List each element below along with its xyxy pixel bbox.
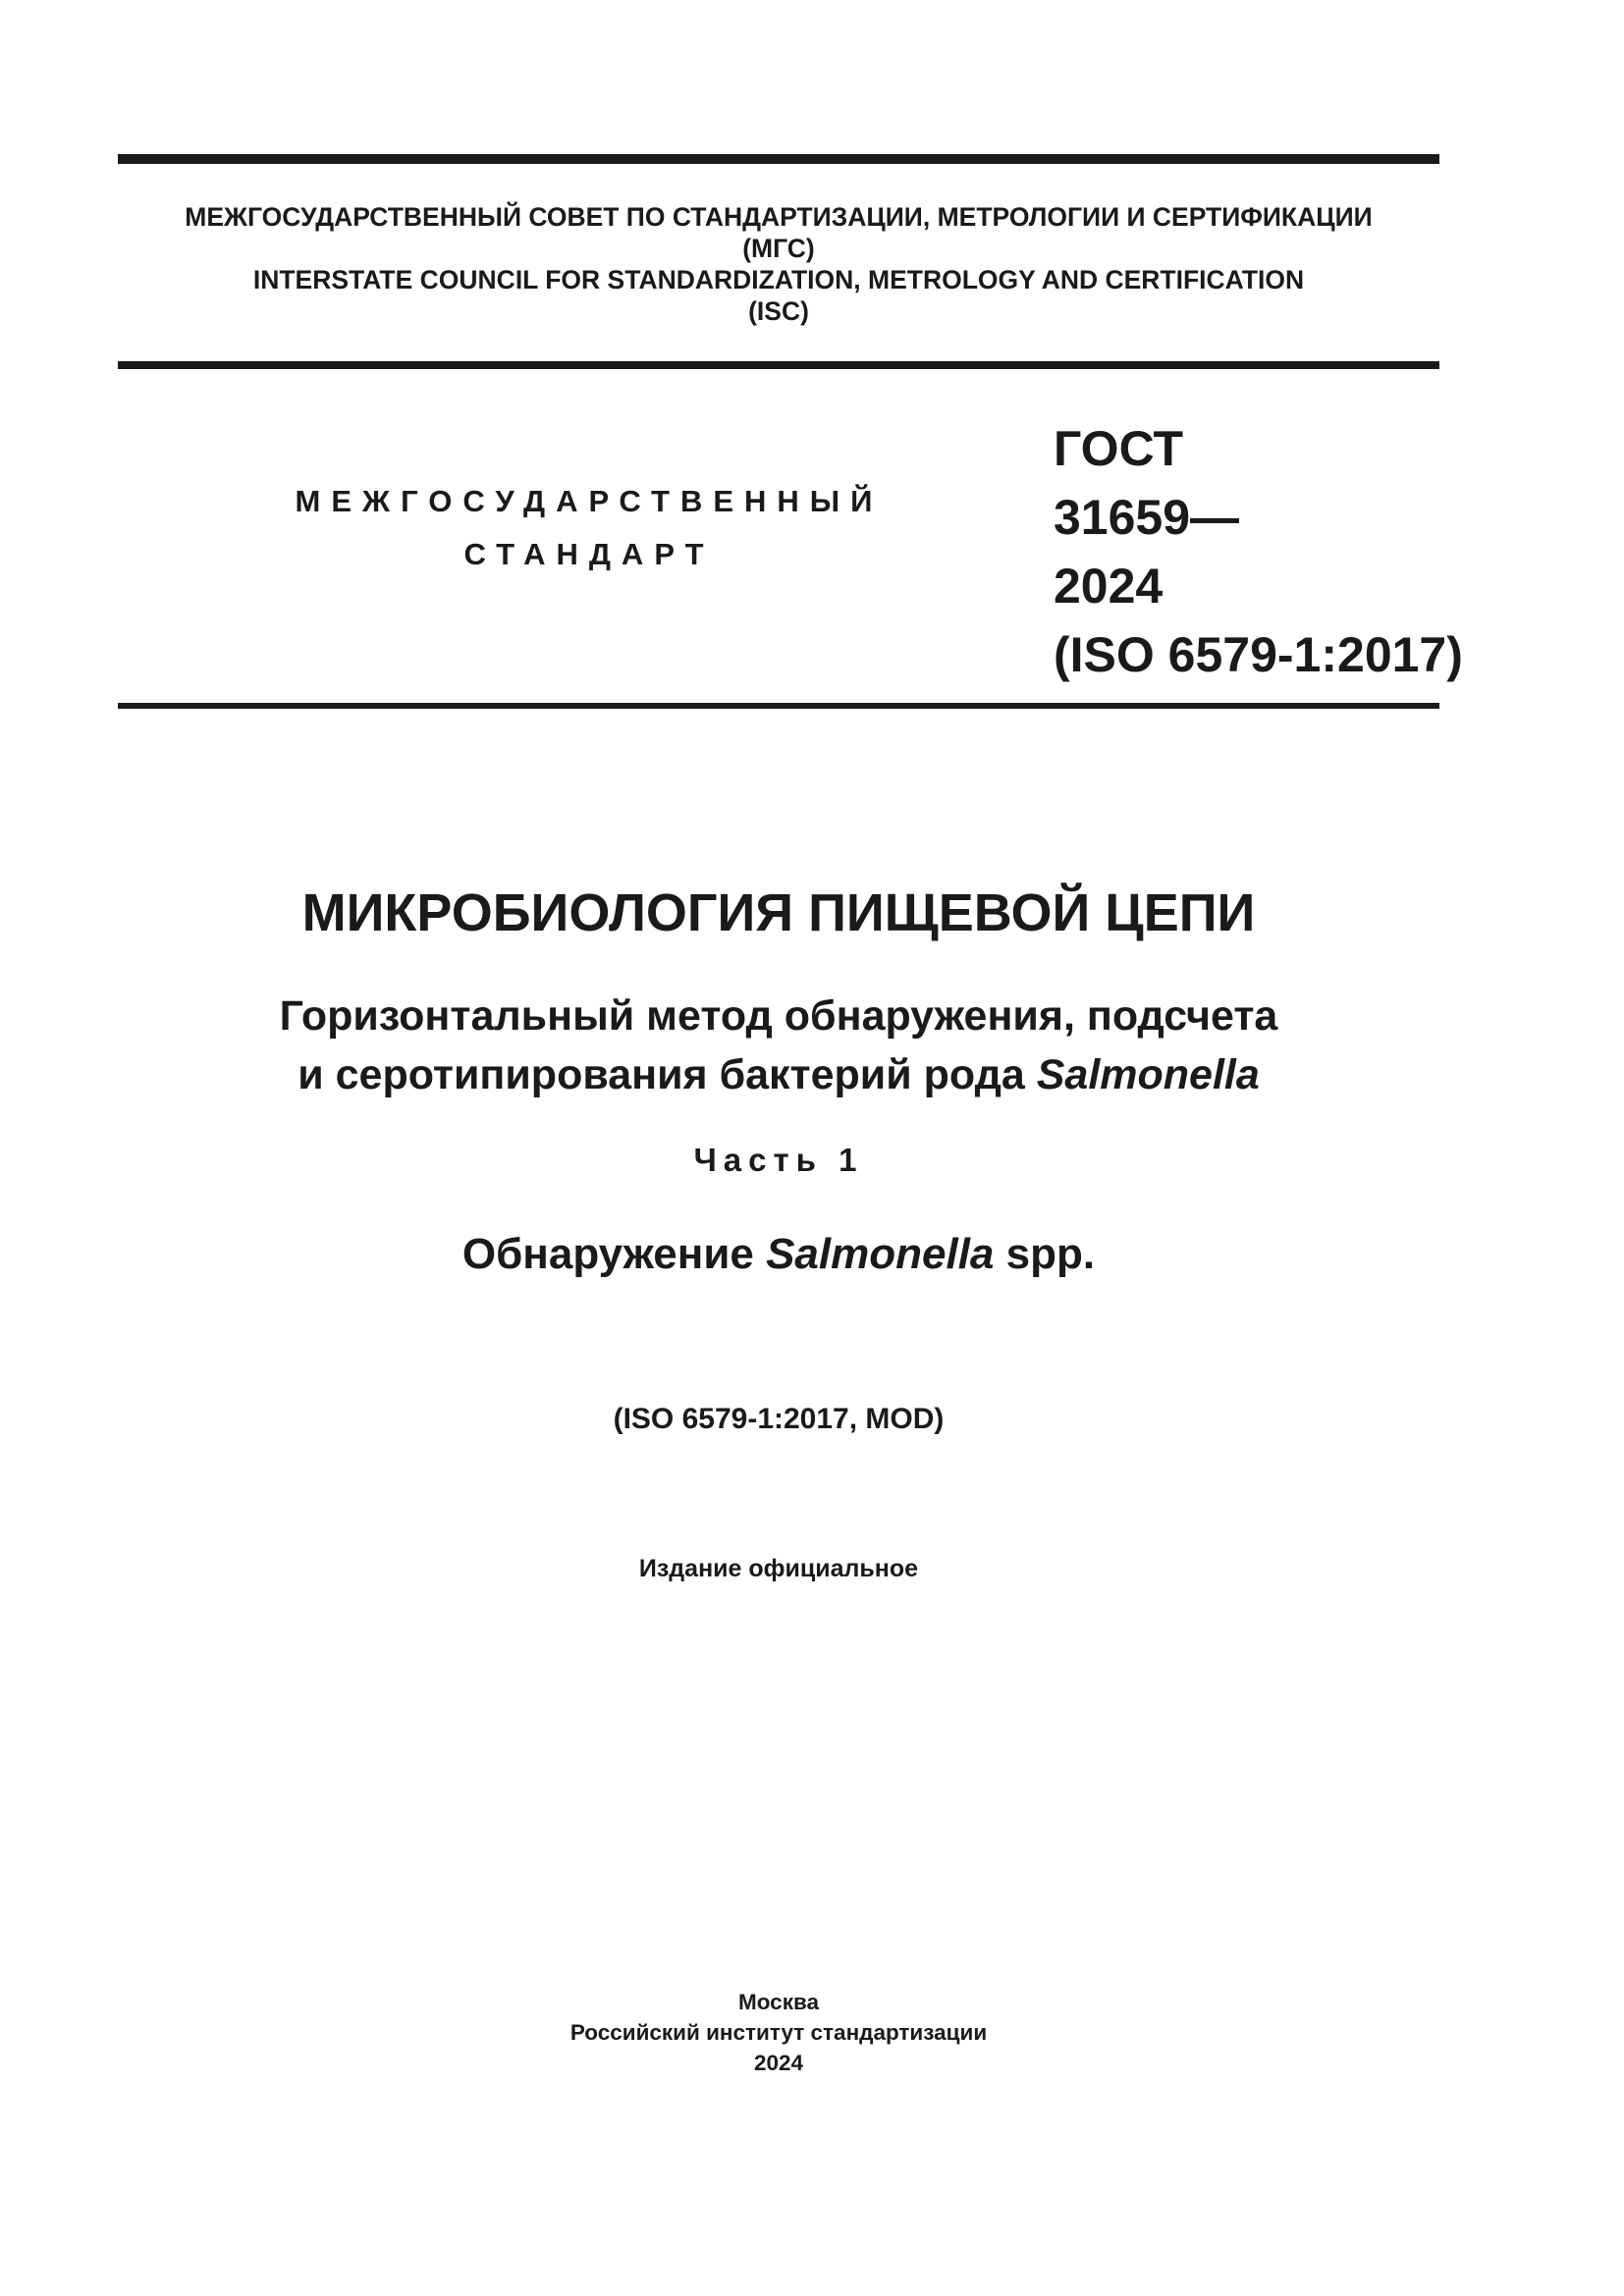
iso-reference: (ISO 6579-1:2017, MOD) — [613, 1403, 945, 1435]
gost-iso-equivalent: (ISO 6579-1:2017) — [1054, 627, 1463, 682]
imprint — [118, 1987, 1439, 2078]
subtitle-line2 — [118, 1045, 1439, 1104]
standard-type — [196, 475, 982, 581]
part-title-prefix: Обнаружение — [461, 1230, 767, 1278]
imprint-publisher: Российский институт стандартизации — [569, 2020, 988, 2045]
gost-number: 31659— — [1054, 490, 1240, 545]
part-title-suffix: spp. — [994, 1230, 1096, 1278]
part-label: Часть 1 — [693, 1142, 864, 1178]
subtitle-line1: Горизонтальный метод обнаружения, подсчета — [279, 992, 1278, 1040]
council-name-en: INTERSTATE COUNCIL FOR STANDARDIZATION, METROLOGY AND CERTIFICATION — [252, 265, 1305, 294]
edition-note: Издание официальное — [638, 1555, 919, 1582]
council-header — [118, 201, 1439, 327]
main-title: МИКРОБИОЛОГИЯ ПИЩЕВОЙ ЦЕПИ — [301, 883, 1256, 942]
imprint-year: 2024 — [753, 2051, 804, 2075]
council-abbr-en: (ISC) — [748, 296, 809, 326]
standard-type-line1: МЕЖГОСУДАРСТВЕННЫЙ — [295, 484, 884, 518]
middle-rule — [118, 361, 1439, 369]
gost-year: 2024 — [1054, 559, 1164, 614]
gost-designation — [1054, 414, 1463, 689]
top-rule — [118, 154, 1439, 164]
subtitle-genus: Salmonella — [1036, 1051, 1260, 1098]
bottom-rule — [118, 703, 1439, 709]
imprint-city: Москва — [737, 1990, 819, 2014]
part-title — [118, 1225, 1439, 1284]
subtitle-line2-prefix: и серотипирования бактерий рода — [298, 1051, 1037, 1098]
council-abbr-ru: (МГС) — [742, 234, 815, 263]
council-name-ru: МЕЖГОСУДАРСТВЕННЫЙ СОВЕТ ПО СТАНДАРТИЗАЦИИ, МЕТРОЛОГИИ И СЕРТИФИКАЦИИ — [185, 202, 1373, 232]
standard-type-line2: СТАНДАРТ — [463, 537, 715, 571]
subtitle — [118, 987, 1439, 1104]
gost-label: ГОСТ — [1054, 421, 1183, 476]
part-title-genus: Salmonella — [766, 1230, 995, 1278]
